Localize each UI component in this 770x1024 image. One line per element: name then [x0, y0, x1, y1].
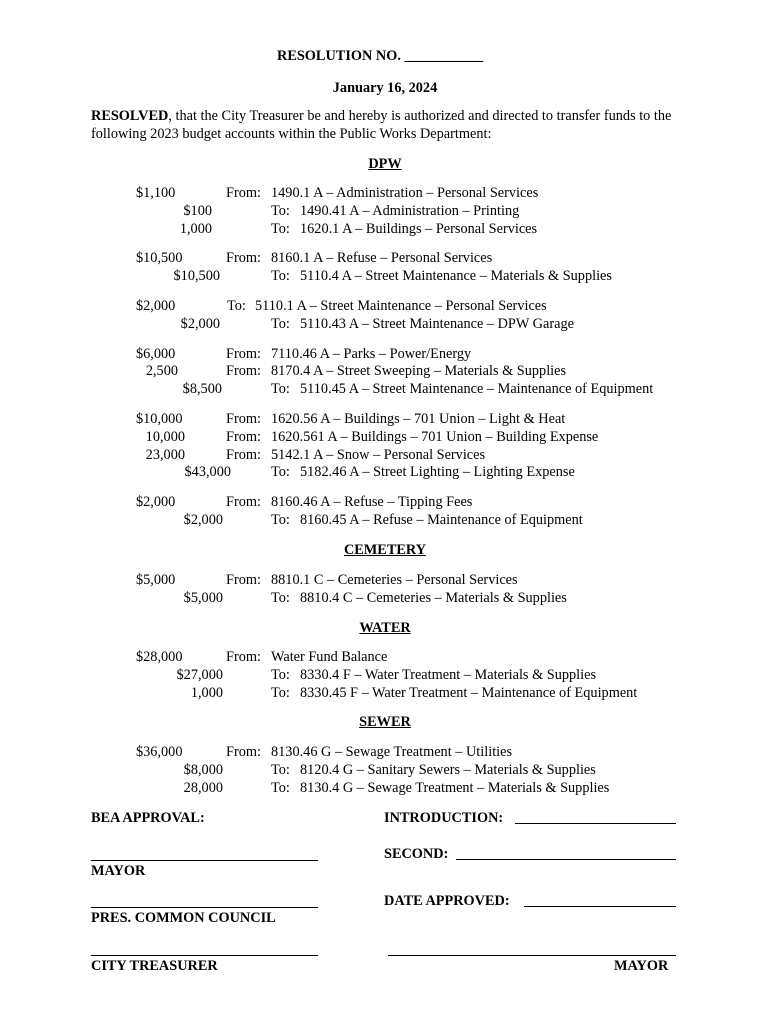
second-line [456, 859, 676, 860]
transfer-account: 8160.1 A – Refuse – Personal Services [271, 250, 493, 266]
transfer-label: To: [271, 667, 290, 683]
transfer-account: 8330.4 F – Water Treatment – Materials & Supplies [300, 667, 597, 683]
transfer-amount: $10,000 [136, 411, 183, 427]
transfer-amount: $10,500 [173, 268, 220, 284]
transfer-amount: $5,000 [136, 572, 176, 588]
transfer-amount: 28,000 [183, 780, 223, 796]
transfer-account: 7110.46 A – Parks – Power/Energy [271, 346, 472, 362]
transfer-amount: 10,000 [145, 429, 185, 445]
transfer-label: From: [226, 572, 261, 588]
transfer-account: 8810.1 C – Cemeteries – Personal Services [271, 572, 518, 588]
transfer-label: From: [226, 649, 261, 665]
transfer-amount: $36,000 [136, 744, 183, 760]
transfer-label: To: [271, 221, 290, 237]
bea-approval-label: BEA APPROVAL: [91, 810, 205, 826]
transfer-amount: 1,000 [190, 685, 223, 701]
transfer-account: 5110.45 A – Street Maintenance – Maintenance of Equipment [300, 381, 654, 397]
transfer-label: From: [226, 744, 261, 760]
mayor-right-signature-line [388, 955, 676, 956]
transfer-amount: $2,000 [136, 494, 176, 510]
transfer-label: From: [226, 494, 261, 510]
transfer-account: 5142.1 A – Snow – Personal Services [271, 447, 486, 463]
transfer-label: To: [271, 590, 290, 606]
resolved-paragraph [91, 107, 691, 143]
transfer-amount: $100 [183, 203, 212, 219]
city-treasurer-label: CITY TREASURER [91, 958, 218, 974]
introduction-label: INTRODUCTION: [384, 810, 504, 826]
transfer-label: To: [271, 512, 290, 528]
section-heading-cemetery: CEMETERY [343, 542, 427, 558]
second-label: SECOND: [384, 846, 449, 862]
transfer-amount: $5,000 [183, 590, 223, 606]
transfer-amount: $2,000 [180, 316, 220, 332]
resolution-title: RESOLUTION NO. ___________ [277, 48, 484, 64]
transfer-amount: $27,000 [176, 667, 223, 683]
mayor-label-right: MAYOR [614, 958, 669, 974]
transfer-label: To: [271, 316, 290, 332]
transfer-label: From: [226, 185, 261, 201]
transfer-amount: $2,000 [136, 298, 176, 314]
transfer-label: From: [226, 363, 261, 379]
council-signature-line [91, 907, 318, 908]
transfer-label: To: [227, 298, 246, 314]
transfer-amount: $6,000 [136, 346, 176, 362]
transfer-account: 8120.4 G – Sanitary Sewers – Materials & Supplies [300, 762, 596, 778]
transfer-account: 1620.56 A – Buildings – 701 Union – Light & Heat [271, 411, 566, 427]
resolved-lead: RESOLVED [91, 108, 169, 124]
resolution-date: January 16, 2024 [332, 80, 438, 96]
transfer-label: To: [271, 268, 290, 284]
transfer-label: To: [271, 685, 290, 701]
transfer-amount: $10,500 [136, 250, 183, 266]
transfer-amount: $8,500 [182, 381, 222, 397]
transfer-account: 5110.43 A – Street Maintenance – DPW Garage [300, 316, 574, 332]
section-heading-dpw: DPW [368, 156, 402, 172]
transfer-amount: 2,500 [145, 363, 178, 379]
transfer-account: 8160.45 A – Refuse – Maintenance of Equipment [300, 512, 583, 528]
transfer-amount: 1,000 [179, 221, 212, 237]
transfer-account: Water Fund Balance [271, 649, 388, 665]
mayor-label-left: MAYOR [91, 863, 146, 879]
date-approved-label: DATE APPROVED: [384, 893, 510, 909]
section-heading-water: WATER [359, 620, 411, 636]
transfer-label: To: [271, 464, 290, 480]
transfer-label: From: [226, 346, 261, 362]
transfer-account: 1620.561 A – Buildings – 701 Union – Building Expense [271, 429, 599, 445]
transfer-account: 8130.46 G – Sewage Treatment – Utilities [271, 744, 513, 760]
transfer-label: From: [226, 250, 261, 266]
transfer-account: 8330.45 F – Water Treatment – Maintenance of Equipment [300, 685, 638, 701]
transfer-account: 5110.4 A – Street Maintenance – Materials & Supplies [300, 268, 612, 284]
transfer-account: 8130.4 G – Sewage Treatment – Materials & Supplies [300, 780, 610, 796]
transfer-account: 8810.4 C – Cemeteries – Materials & Supplies [300, 590, 567, 606]
transfer-amount: 23,000 [145, 447, 185, 463]
transfer-label: From: [226, 447, 261, 463]
transfer-label: To: [271, 381, 290, 397]
transfer-amount: $43,000 [184, 464, 231, 480]
transfer-amount: $2,000 [183, 512, 223, 528]
transfer-account: 5110.1 A – Street Maintenance – Personal Services [255, 298, 547, 314]
transfer-account: 8160.46 A – Refuse – Tipping Fees [271, 494, 473, 510]
transfer-label: From: [226, 429, 261, 445]
transfer-account: 1490.41 A – Administration – Printing [300, 203, 520, 219]
treasurer-signature-line [91, 955, 318, 956]
transfer-label: To: [271, 762, 290, 778]
section-heading-sewer: SEWER [359, 714, 411, 730]
transfer-account: 1490.1 A – Administration – Personal Services [271, 185, 539, 201]
transfer-amount: $28,000 [136, 649, 183, 665]
transfer-label: To: [271, 780, 290, 796]
mayor-signature-line [91, 860, 318, 861]
transfer-label: To: [271, 203, 290, 219]
transfer-amount: $1,100 [136, 185, 176, 201]
introduction-line [515, 823, 676, 824]
transfer-account: 5182.46 A – Street Lighting – Lighting Expense [300, 464, 575, 480]
pres-common-council-label: PRES. COMMON COUNCIL [91, 910, 276, 926]
date-approved-line [524, 906, 676, 907]
resolved-text: , that the City Treasurer be and hereby is authorized and directed to transfer funds to the following 2023 budget accounts within the Public Works Department: [91, 108, 672, 142]
transfer-account: 1620.1 A – Buildings – Personal Services [300, 221, 538, 237]
transfer-label: From: [226, 411, 261, 427]
transfer-amount: $8,000 [183, 762, 223, 778]
transfer-account: 8170.4 A – Street Sweeping – Materials & Supplies [271, 363, 567, 379]
